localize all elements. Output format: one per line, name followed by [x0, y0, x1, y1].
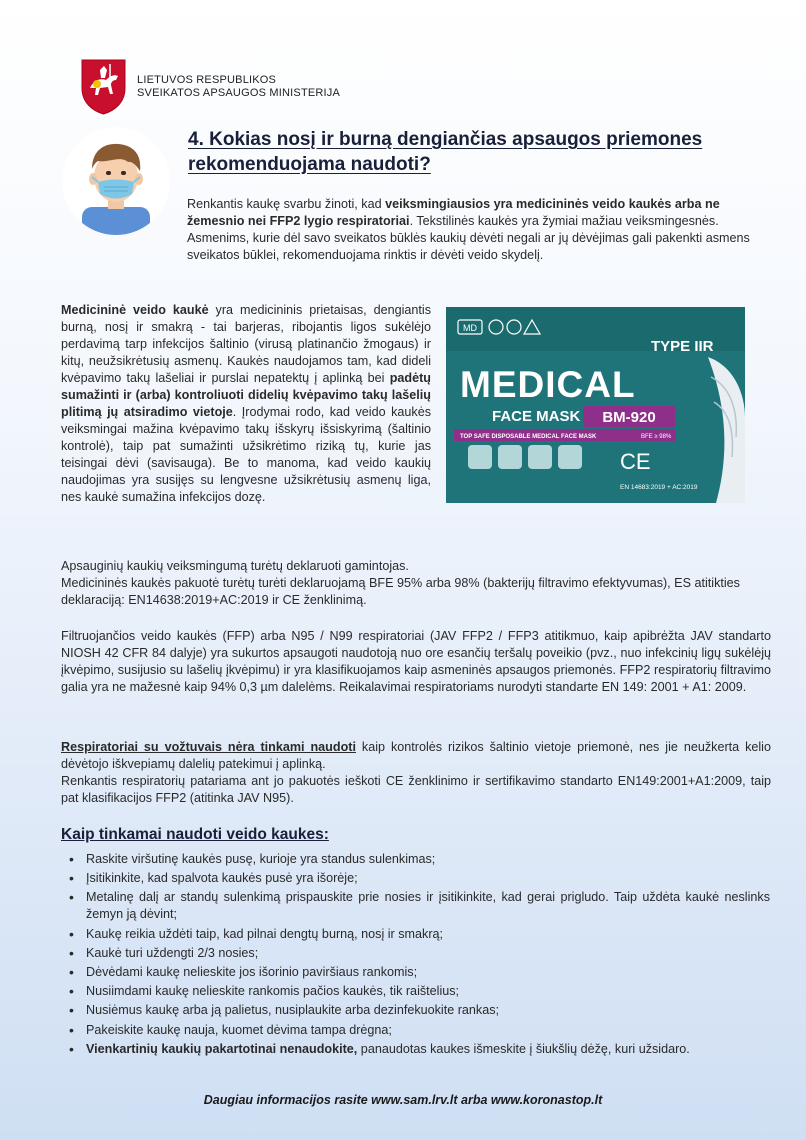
svg-text:FACE MASK: FACE MASK	[492, 408, 581, 425]
coat-of-arms-icon	[80, 58, 127, 115]
manufacturer-paragraph	[61, 558, 771, 609]
masked-person-illustration	[62, 127, 170, 235]
person-with-mask-icon	[62, 127, 170, 235]
svg-text:TYPE IIR: TYPE IIR	[651, 338, 714, 355]
page-title: 4. Kokias nosį ir burną dengiančias apsaugos priemones rekomenduojama naudoti?	[188, 129, 703, 175]
respirator-valve-paragraph: Respiratoriai su vožtuvais nėra tinkami naudoti kaip kontrolės rizikos šaltinio vietoje priemonė, nes jie neužkerta kelio dėvėtojo iškvepiamų dalelių patekimui į aplinką. Renkantis respiratorių patariama ant jo pakuotės ieškoti CE ženklinimo ir sertifikavimo standarto EN149:2001+A1:2009, taip pat klasifikacijos FFP2 (atitinka JAV N95).	[61, 740, 771, 805]
list-item: • Raskite viršutinę kaukės pusę, kurioje yra standus sulenkimas;	[66, 851, 770, 868]
intro-section	[187, 196, 767, 264]
svg-text:EN 14683:2019 + AC:2019: EN 14683:2019 + AC:2019	[620, 484, 698, 491]
footer-more-info: Daugiau informacijos rasite www.sam.lrv.lt arba www.koronastop.lt	[203, 1093, 603, 1107]
manufacturer-line-1: Apsauginių kaukių veiksmingumą turėtų deklaruoti gamintojas.	[61, 559, 409, 573]
list-item: • Įsitikinkite, kad spalvota kaukės pusė yra išorėje;	[66, 870, 770, 887]
intro-paragraph-2: Asmenims, kurie dėl savo sveikatos būklės kaukių dėvėti negali ar jų dėvėjimas gali pakenkti asmens sveikatos būklei, rekomenduojama rinktis ir dėvėti veido skydelį.	[187, 231, 750, 262]
ffp-paragraph: Filtruojančios veido kaukės (FFP) arba N95 / N99 respiratoriai (JAV FFP2 / FFP3 atitikmuo, kaip apibrėžta JAV standarto NIOSH 42 CFR 84 dalyje) yra sukurtos apsaugoti naudotoją nuo ore esančių teršalų poveikio (pvz., nuo infekcinių ligų sukėlėjų įkvėpimo, susijusio su lašelių įkvėpimu) ir yra klasifikuojamos kaip asmeninės apsaugos priemonės. FFP2 respiratorių filtravimo galia yra ne mažesnė kaip 94% 0,3 µm dalelėms. Reikalavimai respiratoriams nurodyti standarte EN 149: 2001 + A1: 2009.	[61, 629, 771, 694]
howto-list	[66, 851, 770, 1060]
list-item: • Pakeiskite kaukę nauja, kuomet dėvima tampa drėgna;	[66, 1022, 770, 1039]
list-item: • Nusiimdami kaukę nelieskite rankomis pačios kaukės, tik raištelius;	[66, 983, 770, 1000]
valve-warning: Respiratoriai su vožtuvais nėra tinkami naudoti	[61, 740, 356, 754]
manufacturer-line-2: Medicininės kaukės pakuotė turėtų turėti deklaruojamą BFE 95% arba 98% (bakterijų filtravimo efektyvumas), ES atitikties deklaraciją: EN14638:2019+AC:2019 ir CE ženklinimą.	[61, 576, 740, 607]
list-item: • Kaukė turi uždengti 2/3 nosies;	[66, 945, 770, 962]
list-item: • Vienkartinių kaukių pakartotinai nenaudokite, panaudotas kaukes išmeskite į šiukšlių dėžę, kuri užsidaro.	[66, 1041, 770, 1058]
svg-text:MEDICAL: MEDICAL	[460, 364, 636, 405]
list-item: • Dėvėdami kaukę nelieskite jos išorinio paviršiaus rankomis;	[66, 964, 770, 981]
respirator-selection-text: Renkantis respiratorių patariama ant jo pakuotės ieškoti CE ženklinimo ir sertifikavimo standarto EN149:2001+A1:2009, taip pat klasifikacijos FFP2 (atitinka JAV N95).	[61, 774, 771, 805]
medical-mask-box-photo	[446, 307, 745, 503]
svg-text:CE: CE	[620, 449, 651, 474]
svg-text:MD: MD	[463, 323, 477, 333]
medical-mask-emphasis: padėtų sumažinti ir (arba) kontroliuoti didelių kvėpavimo takų lašelių plitimą jų atsiradimo vietoje	[61, 371, 431, 419]
list-item: • Nusiėmus kaukę arba ją palietus, nusiplaukite arba dezinfekuokite rankas;	[66, 1002, 770, 1019]
list-item: • Kaukę reikia uždėti taip, kad pilnai dengtų burną, nosį ir smakrą;	[66, 926, 770, 943]
howto-heading: Kaip tinkamai naudoti veido kaukes:	[61, 826, 329, 843]
medical-mask-paragraph: Medicininė veido kaukė yra medicininis prietaisas, dengiantis burną, nosį ir smakrą - tai barjeras, ribojantis ligos sukėlėjo perdavimą tarp infekcijos šaltinio (virusą platinančio žmogaus) ir kitų, neužsikrėtusių asmenų. Kaukės naudojamos tam, kad dideli kvėpavimo takų lašeliai ir purslai nepatektų į aplinką bei padėtų sumažinti ir (arba) kontroliuoti didelių kvėpavimo takų lašelių plitimą jų atsiradimo vietoje. Įrodymai rodo, kad veido kaukės veiksmingai mažina kvėpavimo takų išskyrų išsiskyrimą (šaltinio kontrolė), taip pat sumažinti užsikrėtimo riziką tų, kurie jas teisingai dėvi (savisauga). Be to manoma, kad veido kaukių naudojimas yra susijęs su lengvesne užsikrėtusių asmenų liga, nes kaukė sumažina infekcijos dozę.	[61, 303, 431, 504]
svg-text:BM-920: BM-920	[602, 409, 656, 426]
intro-emphasis: veiksmingiausios yra medicininės veido kaukės arba ne žemesnio nei FFP2 lygio respiratoriai	[187, 197, 720, 228]
ministry-line-2: SVEIKATOS APSAUGOS MINISTERIJA	[137, 86, 341, 99]
intro-paragraph-1: Renkantis kaukę svarbu žinoti, kad veiksmingiausios yra medicininės veido kaukės arba ne žemesnio nei FFP2 lygio respiratoriai. Tekstilinės kaukės yra žymiai mažiau veiksmingesnės.	[187, 197, 720, 228]
ministry-line-1: LIETUVOS RESPUBLIKOS	[137, 73, 277, 86]
svg-text:BFE ≥ 98%: BFE ≥ 98%	[641, 434, 672, 440]
list-item: • Metalinę dalį ar standų sulenkimą prispauskite prie nosies ir įsitikinkite, kad gerai prigludo. Taip uždėta kaukė neslinks žemyn ją dėvint;	[66, 889, 770, 923]
svg-text:TOP SAFE DISPOSABLE MEDICAL FA: TOP SAFE DISPOSABLE MEDICAL FACE MASK	[460, 434, 597, 440]
medical-mask-term: Medicininė veido kaukė	[61, 303, 209, 317]
ministry-header	[80, 58, 340, 115]
